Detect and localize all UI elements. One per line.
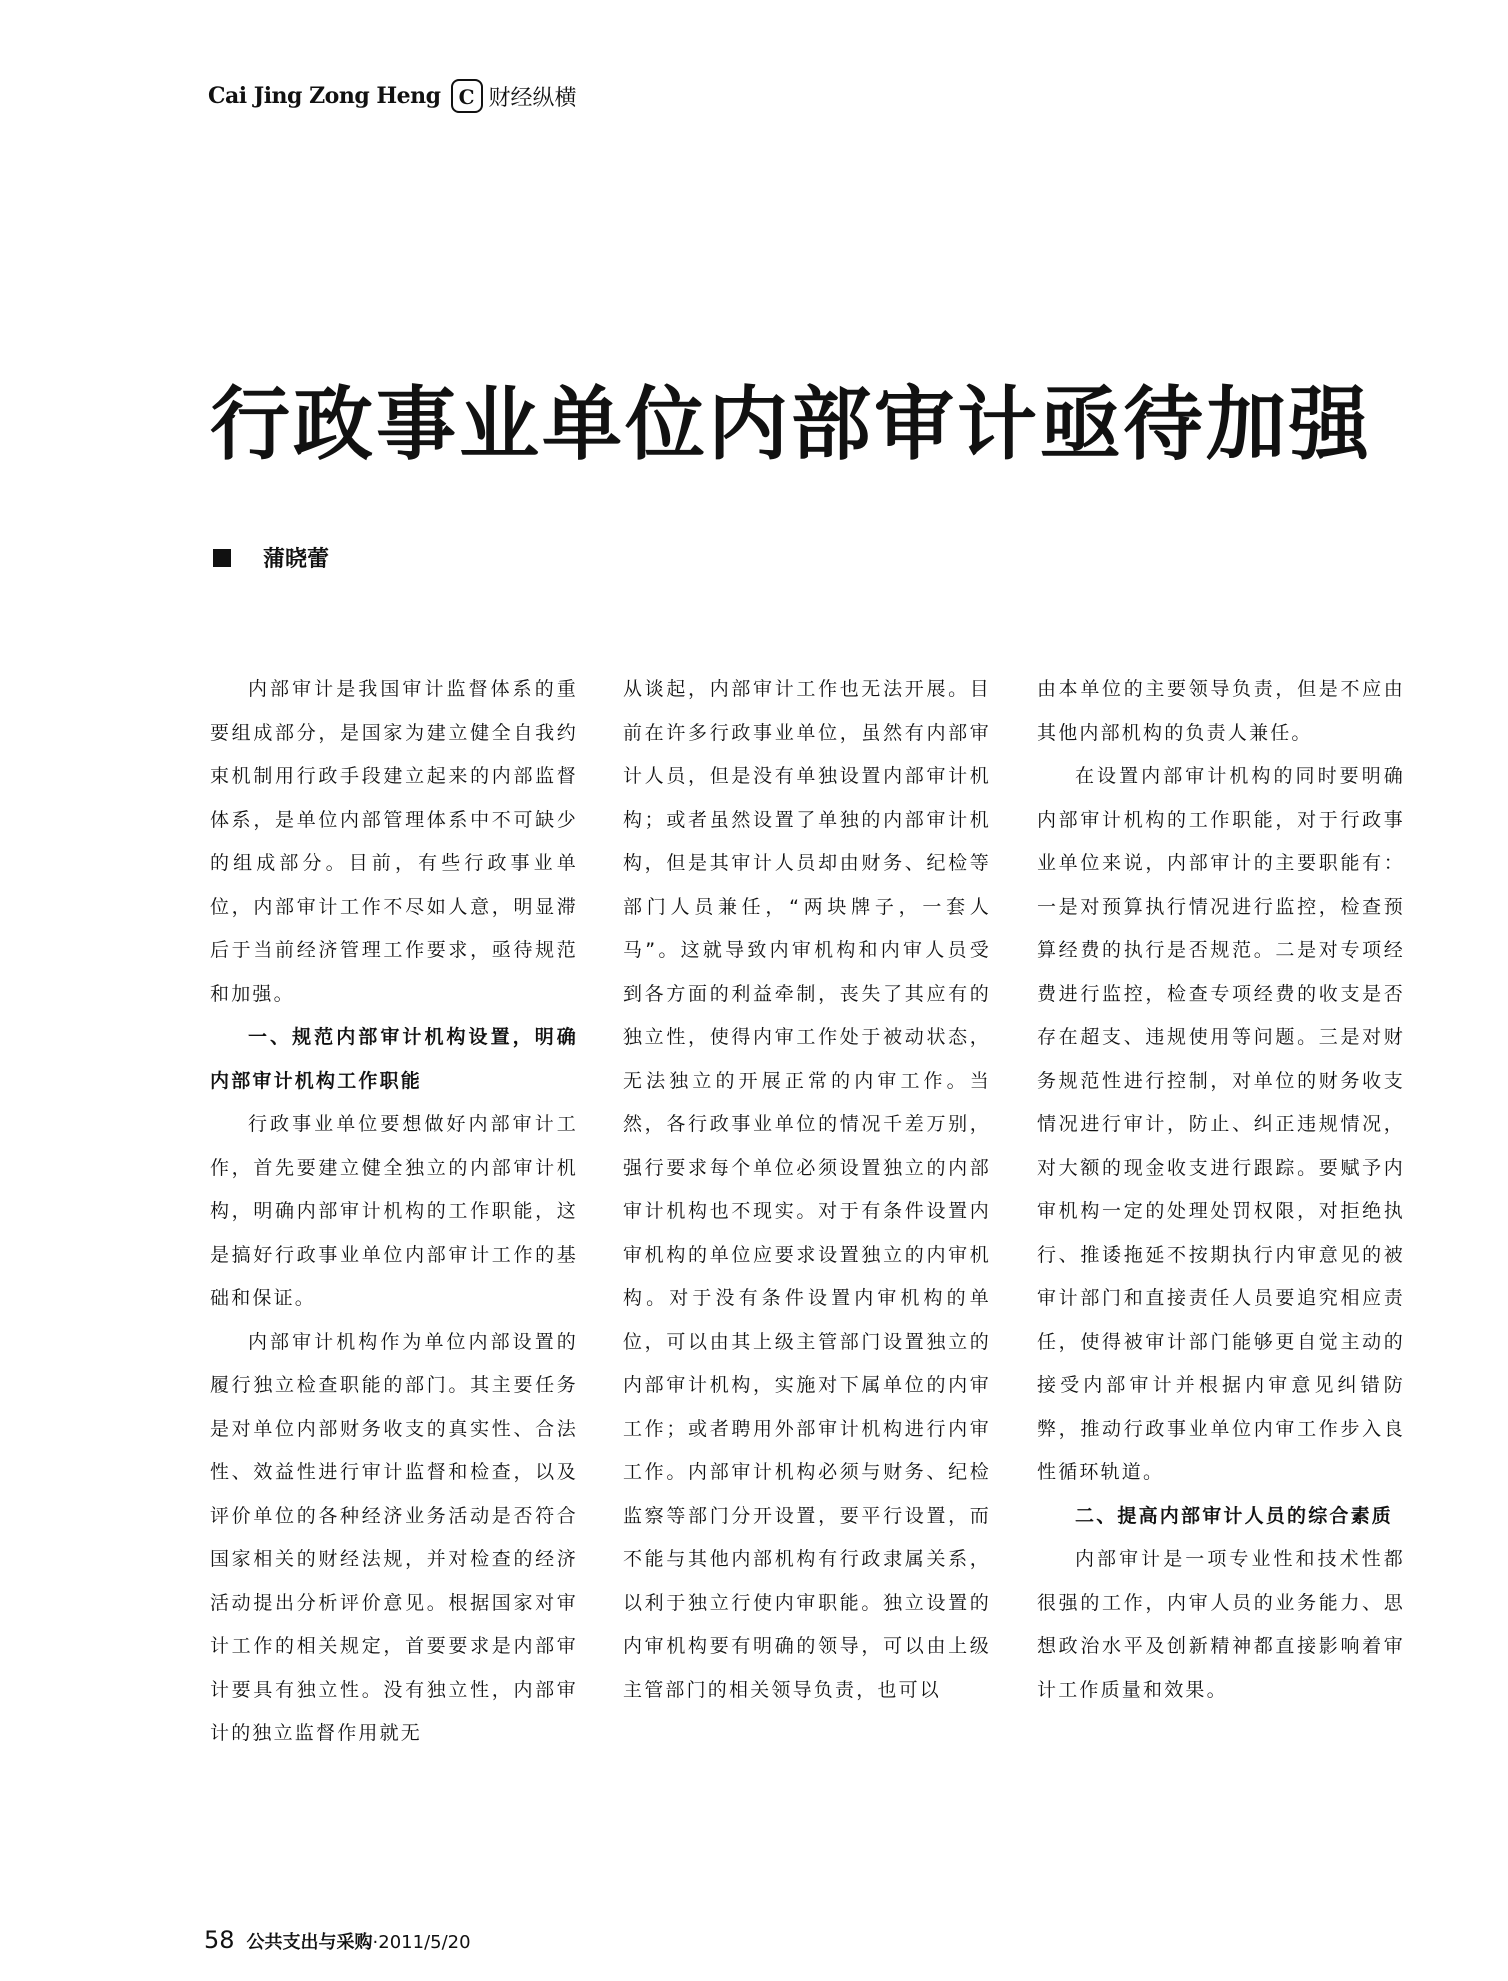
byline xyxy=(213,542,329,573)
page-footer xyxy=(204,1926,471,1954)
paragraph: 内部审计机构作为单位内部设置的履行独立检查职能的部门。其主要任务是对单位内部财务收支的真实性、合法性、效益性进行审计监督和检查，以及评价单位的各种经济业务活动是否符合国家相关的财经法规，并对检查的经济活动提出分析评价意见。根据国家对审计工作的相关规定，首要要求是内部审计要具有独立性。没有独立性，内部审计的独立监督作用就无 xyxy=(210,1330,578,1744)
byline-square-icon xyxy=(213,549,231,567)
text-column-3 xyxy=(1037,668,1405,1712)
section-heading-2: 二、提高内部审计人员的综合素质 xyxy=(1075,1504,1394,1527)
journal-name: 公共支出与采购 xyxy=(246,1932,373,1953)
article-title: 行政事业单位内部审计亟待加强 xyxy=(210,378,1372,471)
section-badge: C xyxy=(451,79,483,113)
text-column-1 xyxy=(210,668,578,1756)
section-name-en: Cai Jing Zong Heng xyxy=(208,83,441,109)
paragraph: 内部审计是我国审计监督体系的重要组成部分，是国家为建立健全自我约束机制用行政手段建立起来的内部监督体系，是单位内部管理体系中不可缺少的组成部分。目前，有些行政事业单位，内部审计工作不尽如人意，明显滞后于当前经济管理工作要求，亟待规范和加强。 xyxy=(210,678,578,1005)
paragraph-continued: 从谈起，内部审计工作也无法开展。目前在许多行政事业单位，虽然有内部审计人员，但是没有单独设置内部审计机构；或者虽然设置了单独的内部审计机构，但是其审计人员却由财务、纪检等部门人员兼任，“两块牌子，一套人马”。这就导致内审机构和内审人员受到各方面的利益牵制，丧失了其应有的独立性，使得内审工作处于被动状态，无法独立的开展正常的内审工作。当然，各行政事业单位的情况千差万别，强行要求每个单位必须设置独立的内部审计机构也不现实。对于有条件设置内审机构的单位应要求设置独立的内审机构。对于没有条件设置内审机构的单位，可以由其上级主管部门设置独立的内部审计机构，实施对下属单位的内审工作；或者聘用外部审计机构进行内审工作。内部审计机构必须与财务、纪检监察等部门分开设置，要平行设置，而不能与其他内部机构有行政隶属关系，以利于独立行使内审职能。独立设置的内审机构要有明确的领导，可以由上级主管部门的相关领导负责，也可以 xyxy=(623,678,991,1701)
section-heading-1: 一、规范内部审计机构设置，明确内部审计机构工作职能 xyxy=(210,1026,578,1092)
page-number: 58 xyxy=(204,1926,235,1954)
running-head xyxy=(208,78,577,114)
author-name: 蒲晓蕾 xyxy=(263,547,330,572)
paragraph: 行政事业单位要想做好内部审计工作，首先要建立健全独立的内部审计机构，明确内部审计机构的工作职能，这是搞好行政事业单位内部审计工作的基础和保证。 xyxy=(210,1113,578,1309)
text-column-2 xyxy=(623,668,991,1712)
section-name-cn: 财经纵横 xyxy=(488,85,577,111)
paragraph: 在设置内部审计机构的同时要明确内部审计机构的工作职能，对于行政事业单位来说，内部审计的主要职能有：一是对预算执行情况进行监控，检查预算经费的执行是否规范。二是对专项经费进行监控，检查专项经费的收支是否存在超支、违规使用等问题。三是对财务规范性进行控制，对单位的财务收支情况进行审计，防止、纠正违规情况，对大额的现金收支进行跟踪。要赋予内审机构一定的处理处罚权限，对拒绝执行、推诿拖延不按期执行内审意见的被审计部门和直接责任人员要追究相应责任，使得被审计部门能够更自觉主动的接受内部审计并根据内审意见纠错防弊，推动行政事业单位内审工作步入良性循环轨道。 xyxy=(1037,765,1405,1483)
paragraph-continued: 由本单位的主要领导负责，但是不应由其他内部机构的负责人兼任。 xyxy=(1037,678,1405,744)
paragraph: 内部审计是一项专业性和技术性都很强的工作，内审人员的业务能力、思想政治水平及创新精神都直接影响着审计工作质量和效果。 xyxy=(1037,1548,1405,1701)
journal-issue: ·2011/5/20 xyxy=(372,1932,471,1953)
